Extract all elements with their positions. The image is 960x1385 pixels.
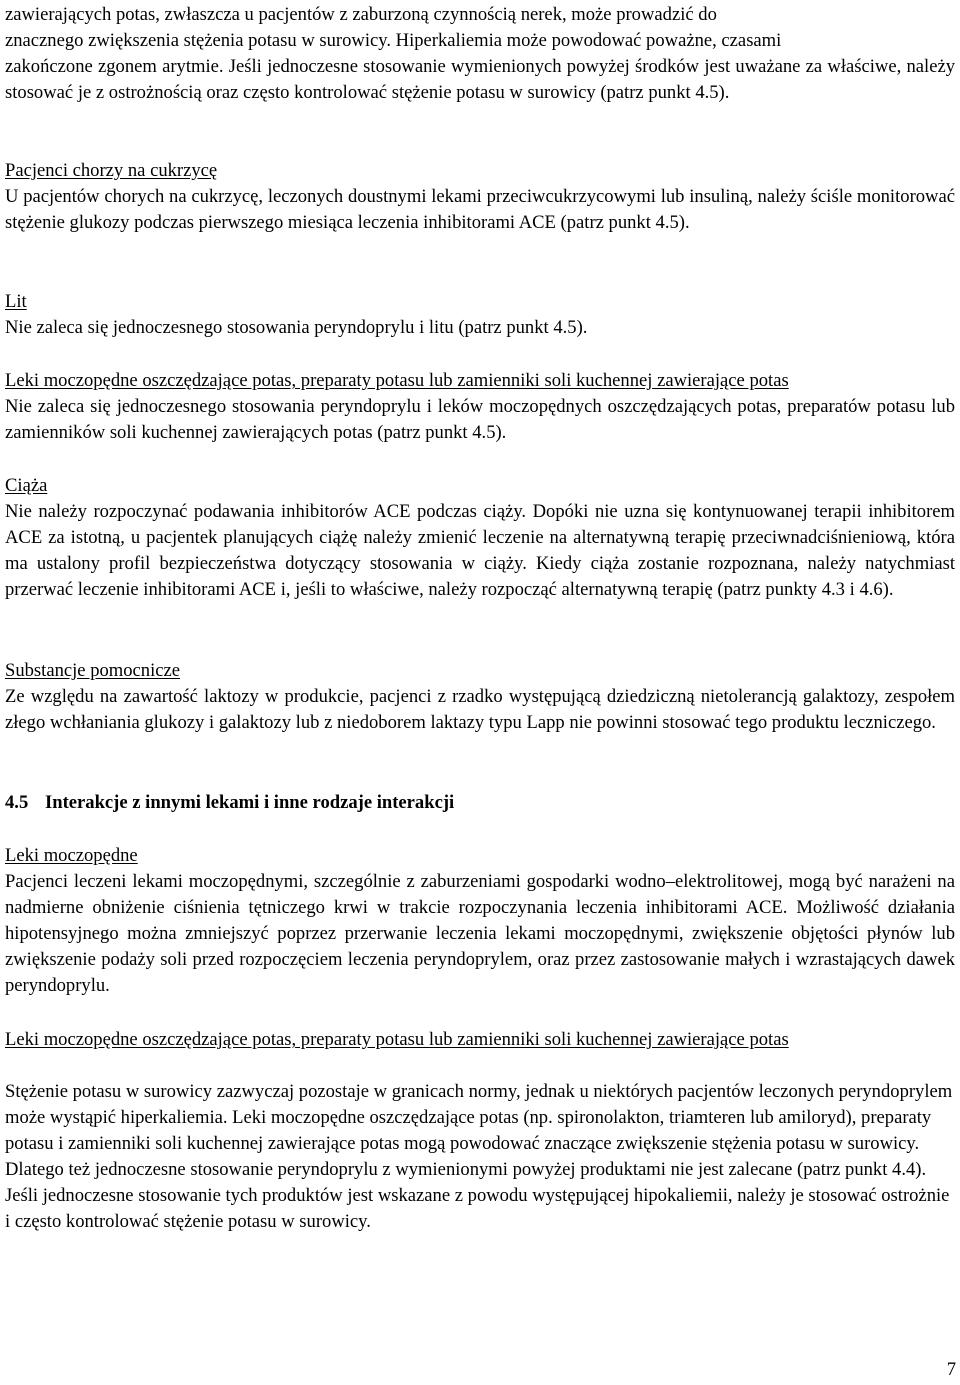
diabetes-text: U pacjentów chorych na cukrzycę, leczonych doustnymi lekami przeciwcukrzycowymi lub insuliną, należy ściśle monitorować stężenie glukozy podczas pierwszego miesiąca leczenia inhibitorami ACE (patrz punkt 4.5). bbox=[5, 186, 955, 233]
intro-line-3-start: zakończone zgonem arytmie. bbox=[5, 56, 224, 77]
pregnancy-section bbox=[5, 473, 955, 603]
section-4-5-heading bbox=[5, 790, 955, 816]
pregnancy-heading: Ciąża bbox=[5, 475, 48, 496]
diuretics-section bbox=[5, 843, 955, 999]
diuretics-heading: Leki moczopędne bbox=[5, 845, 138, 866]
intro-line-3 bbox=[5, 54, 955, 106]
lithium-heading: Lit bbox=[5, 291, 27, 312]
section-number: 4.5 bbox=[5, 792, 29, 813]
excipients-text: Ze względu na zawartość laktozy w produkcie, pacjenci z rzadko występującą dziedziczną nietolerancją galaktozy, zespołem złego wchłaniania glukozy i galaktozy lub z niedoborem laktazy typu Lapp nie powinni stosować tego produktu leczniczego. bbox=[5, 686, 955, 733]
excipients-heading: Substancje pomocnicze bbox=[5, 660, 181, 681]
spacer bbox=[5, 1053, 955, 1079]
intro-paragraph bbox=[5, 2, 955, 106]
diabetes-section bbox=[5, 158, 955, 236]
intro-line-1: zawierających potas, zwłaszcza u pacjentów z zaburzoną czynnością nerek, może prowadzić do bbox=[5, 4, 717, 25]
diuretics-text: Pacjenci leczeni lekami moczopędnymi, szczególnie z zaburzeniami gospodarki wodno–elektrolitowej, mogą być narażeni na nadmierne obniżenie ciśnienia tętniczego krwi w trakcie rozpoczynania leczenia inhibitorami ACE. Możliwość działania hipotensyjnego można zmniejszyć poprzez przerwanie leczenia lekami moczopędnymi, zwiększenie objętości płynów lub zwiększenie podaży soli przed rozpoczęciem leczenia peryndoprylem, oraz przez zastosowanie małych i wzrastających dawek peryndoprylu. bbox=[5, 871, 955, 996]
potassium-warning-section bbox=[5, 368, 955, 446]
intro-line-2: znacznego zwiększenia stężenia potasu w surowicy. Hiperkaliemia może powodować poważne, czasami bbox=[5, 30, 782, 51]
potassium-warning-text: Nie zaleca się jednoczesnego stosowania peryndoprylu i leków moczopędnych oszczędzających potas, preparatów potasu lub zamienników soli kuchennej zawierających potas (patrz punkt 4.5). bbox=[5, 396, 955, 443]
pregnancy-text: Nie należy rozpoczynać podawania inhibitorów ACE podczas ciąży. Dopóki nie uzna się kontynuowanej terapii inhibitorem ACE za istotną, u pacjentek planujących ciążę należy zmienić leczenie na alternatywną terapię przeciwnadciśnieniową, która ma ustalony profil bezpieczeństwa dotyczący stosowania w ciąży. Kiedy ciąża zostanie rozpoznana, należy natychmiast przerwać leczenie inhibitorami ACE i, jeśli to właściwe, należy rozpocząć alternatywną terapię (patrz punkty 4.3 i 4.6). bbox=[5, 501, 955, 600]
potassium-interaction-heading: Leki moczopędne oszczędzające potas, preparaty potasu lub zamienniki soli kuchennej zawierające potas bbox=[5, 1029, 789, 1050]
lithium-text: Nie zaleca się jednoczesnego stosowania peryndoprylu i litu (patrz punkt 4.5). bbox=[5, 317, 588, 338]
page-number: 7 bbox=[946, 1359, 956, 1380]
potassium-interaction-text: Stężenie potasu w surowicy zazwyczaj pozostaje w granicach normy, jednak u niektórych pacjentów leczonych peryndoprylem może wystąpić hiperkaliemia. Leki moczopędne oszczędzające potas (np. spironolakton, triamteren lub amiloryd), preparaty potasu i zamienniki soli kuchennej zawierające potas mogą powodować znaczące zwiększenie stężenia potasu w surowicy. Dlatego też jednoczesne stosowanie peryndoprylu z wymienionymi powyżej produktami nie jest zalecane (patrz punkt 4.4). Jeśli jednoczesne stosowanie tych produktów jest wskazane z powodu występującej hipokaliemii, należy je stosować ostrożnie i często kontrolować stężenie potasu w surowicy. bbox=[5, 1081, 953, 1232]
section-title: Interakcje z innymi lekami i inne rodzaje interakcji bbox=[45, 792, 455, 813]
lithium-section bbox=[5, 289, 955, 341]
potassium-warning-heading: Leki moczopędne oszczędzające potas, preparaty potasu lub zamienniki soli kuchennej zawierające potas bbox=[5, 370, 789, 391]
potassium-interaction-section bbox=[5, 1027, 955, 1235]
diabetes-heading: Pacjenci chorzy na cukrzycę bbox=[5, 160, 218, 181]
excipients-section bbox=[5, 658, 955, 736]
intro-rest: Jeśli jednoczesne stosowanie wymienionych powyżej środków jest uważane za właściwe, należy stosować je z ostrożnością oraz często kontrolować stężenie potasu w surowicy (patrz punkt 4.5). bbox=[5, 56, 956, 103]
